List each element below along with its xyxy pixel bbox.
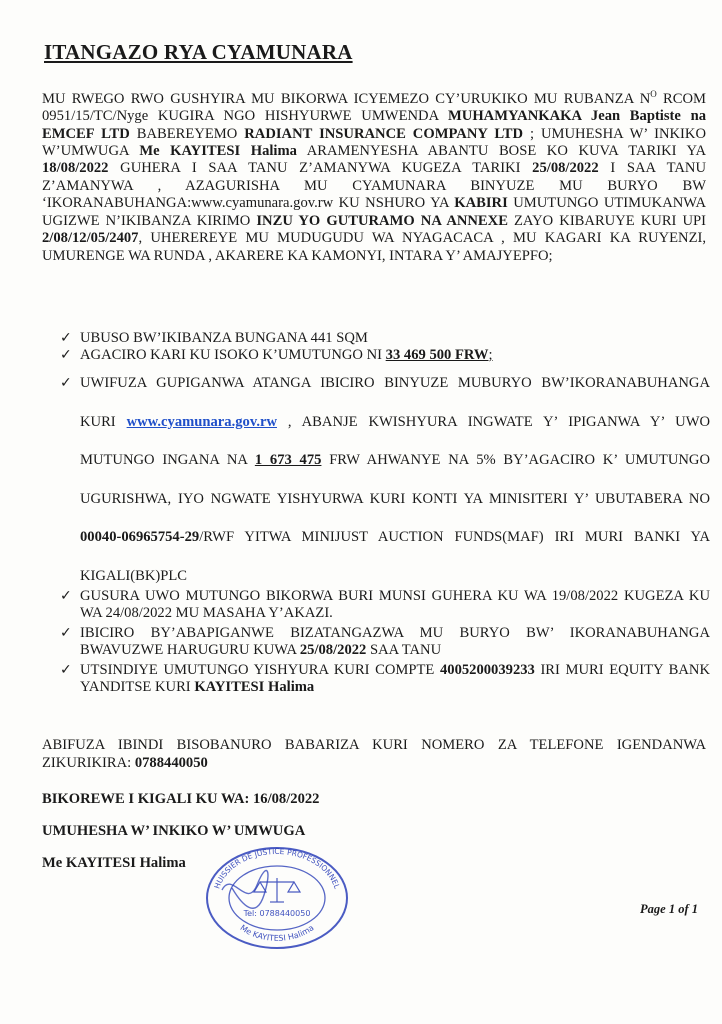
results-date: 25/08/2022 — [299, 642, 367, 658]
market-value-label: AGACIRO KARI KU ISOKO K’UMUTUNGO NI — [80, 347, 386, 363]
list-item — [60, 625, 710, 659]
intro-text-8: UMUTUNGO UTIMUKANWA UGIZWE N’IKIBANZA KIRIMO — [42, 195, 706, 229]
page-number: Page 1 of 1 — [640, 902, 698, 916]
payment-text-1: UTSINDIYE UMUTUNGO YISHYURA KURI COMPTE — [80, 662, 440, 678]
list-item — [60, 330, 710, 347]
contact-phone: 0788440050 — [134, 755, 208, 771]
bidding-text-1: UWIFUZA GUPIGANWA ATANGA IBICIRO BINYUZE MUBURYO BW’IKORANABUHANGA KURI — [80, 375, 710, 430]
intro-text-9: ZAYO KIBARUYE KURI UPI — [507, 212, 706, 229]
debtor-name: MUHAMYANKAKA Jean Baptiste na EMCEF LTD — [42, 108, 706, 142]
bidding-text-3: FRW AHWANYE NA 5% BY’AGACIRO K’ UMUTUNGO UGURISHWA, IYO NGWATE YISHYURWA KURI KONTI YA MINISITERI Y’ UBUTABERA NO — [80, 452, 710, 507]
intro-text-10: , UHEREREYE MU MUDUGUDU WA NYAGACACA , MU KAGARI KA RUYENZI, UMURENGE WA RUNDA , AKARERE KA KAMONYI, INTARA Y’ AMAJYEPFO; — [42, 230, 706, 264]
auction-website-link[interactable]: www.cyamunara.gov.rw — [126, 413, 277, 430]
list-item — [60, 588, 710, 622]
start-date: 18/08/2022 — [42, 160, 109, 177]
creditor-name: RADIANT INSURANCE COMPANY LTD — [244, 125, 524, 142]
market-value: 33 469 500 FRW — [385, 347, 489, 363]
property-description: INZU YO GUTURAMO NA ANNEXE — [256, 212, 508, 229]
bidding-text-4: /RWF YITWA MINIJUST AUCTION FUNDS(MAF) IRI MURI BANKI YA KIGALI(BK)PLC — [80, 529, 710, 584]
checkmark-icon: ✓ — [60, 662, 72, 678]
signoff-name: Me KAYITESI Halima — [42, 855, 186, 871]
list-item — [60, 347, 710, 364]
scales-of-justice-icon — [254, 878, 300, 902]
visit-schedule-text: GUSURA UWO MUTUNGO BIKORWA BURI MUNSI GUHERA KU WA 19/08/2022 KUGEZA KU WA 24/08/2022 MU MASAHA Y’AKAZI. — [80, 588, 710, 621]
bailiff-name: Me KAYITESI Halima — [139, 143, 297, 160]
contact-text: ABIFUZA IBINDI BISOBANURO BABARIZA KURI NOMERO ZA TELEFONE IGENDANWA ZIKURIKIRA: — [42, 737, 706, 771]
intro-text-5: ARAMENYESHA ABANTU BOSE KO KUVA TARIKI YA — [296, 143, 706, 160]
stamp-name-text: Me KAYITESI Halima — [238, 923, 316, 943]
market-value-suffix: ; — [488, 347, 493, 363]
results-text: IBICIRO BY’ABAPIGANWE BIZATANGAZWA MU BURYO BW’ IKORANABUHANGA BWAVUZWE HARUGURU KUWA — [80, 625, 710, 658]
page-title: ITANGAZO RYA CYAMUNARA — [44, 40, 353, 64]
auction-round: KABIRI — [454, 195, 508, 212]
signoff-role: UMUHESHA W’ INKIKO W’ UMWUGA — [42, 823, 306, 839]
payment-text-2: IRI MURI EQUITY BANK YANDITSE KURI — [80, 662, 710, 695]
account-holder-name: KAYITESI Halima — [194, 679, 315, 695]
stamp-phone: Tel: 0788440050 — [243, 909, 311, 918]
property-upi: 2/08/12/05/2407 — [42, 230, 139, 247]
signoff-date: BIKOREWE I KIGALI KU WA: 16/08/2022 — [42, 791, 320, 807]
intro-text-6: GUHERA I SAA TANU Z’AMANYWA KUGEZA TARIKI — [108, 160, 533, 177]
equity-account-number: 4005200039233 — [439, 662, 535, 678]
stamp-top-text: HUISSIER DE JUSTICE PROFESSIONNEL — [212, 847, 342, 890]
checkmark-icon: ✓ — [60, 588, 72, 604]
property-details-list — [60, 330, 710, 595]
list-item — [60, 364, 710, 595]
bidding-text-2: , ABANJE KWISHYURA INGWATE Y’ IPIGANWA Y’ UWO MUTUNGO INGANA NA — [80, 413, 711, 468]
svg-text:Me KAYITESI Halima — [239, 923, 316, 943]
intro-superscript: O — [650, 89, 657, 99]
plot-size-text: UBUSO BW’IKIBANZA BUNGANA 441 SQM — [80, 330, 368, 346]
intro-text-3: BABEREYEMO — [129, 125, 245, 142]
end-date: 25/08/2022 — [532, 160, 599, 177]
contact-paragraph — [42, 736, 706, 772]
checkmark-icon: ✓ — [60, 375, 72, 391]
ministry-account-number: 00040-06965754-29 — [80, 529, 200, 545]
intro-text-4: ; UMUHESHA W’ INKIKO W’UMWUGA — [42, 125, 706, 160]
checkmark-icon: ✓ — [60, 625, 72, 641]
checkmark-icon: ✓ — [60, 347, 72, 363]
official-stamp — [202, 840, 352, 950]
deposit-amount: 1 673 475 — [254, 452, 322, 468]
intro-text-1: MU RWEGO RWO GUSHYIRA MU BIKORWA ICYEMEZO CY’URUKIKO MU RUBANZA N — [42, 90, 651, 107]
results-time: SAA TANU — [366, 642, 442, 658]
auction-procedure-list — [60, 588, 710, 699]
checkmark-icon: ✓ — [60, 330, 72, 346]
intro-paragraph — [42, 86, 706, 265]
intro-text-2: RCOM 0951/15/TC/Nyge KUGIRA NGO HISHYURWE UMWENDA — [42, 90, 706, 125]
intro-text-7: I SAA TANU Z’AMANYWA , AZAGURISHA MU CYAMUNARA BINYUZE MU BURYO BW ‘IKORANABUHANGA:www.cyamunara.gov.rw KU NSHURO YA — [42, 160, 707, 212]
list-item — [60, 662, 710, 696]
